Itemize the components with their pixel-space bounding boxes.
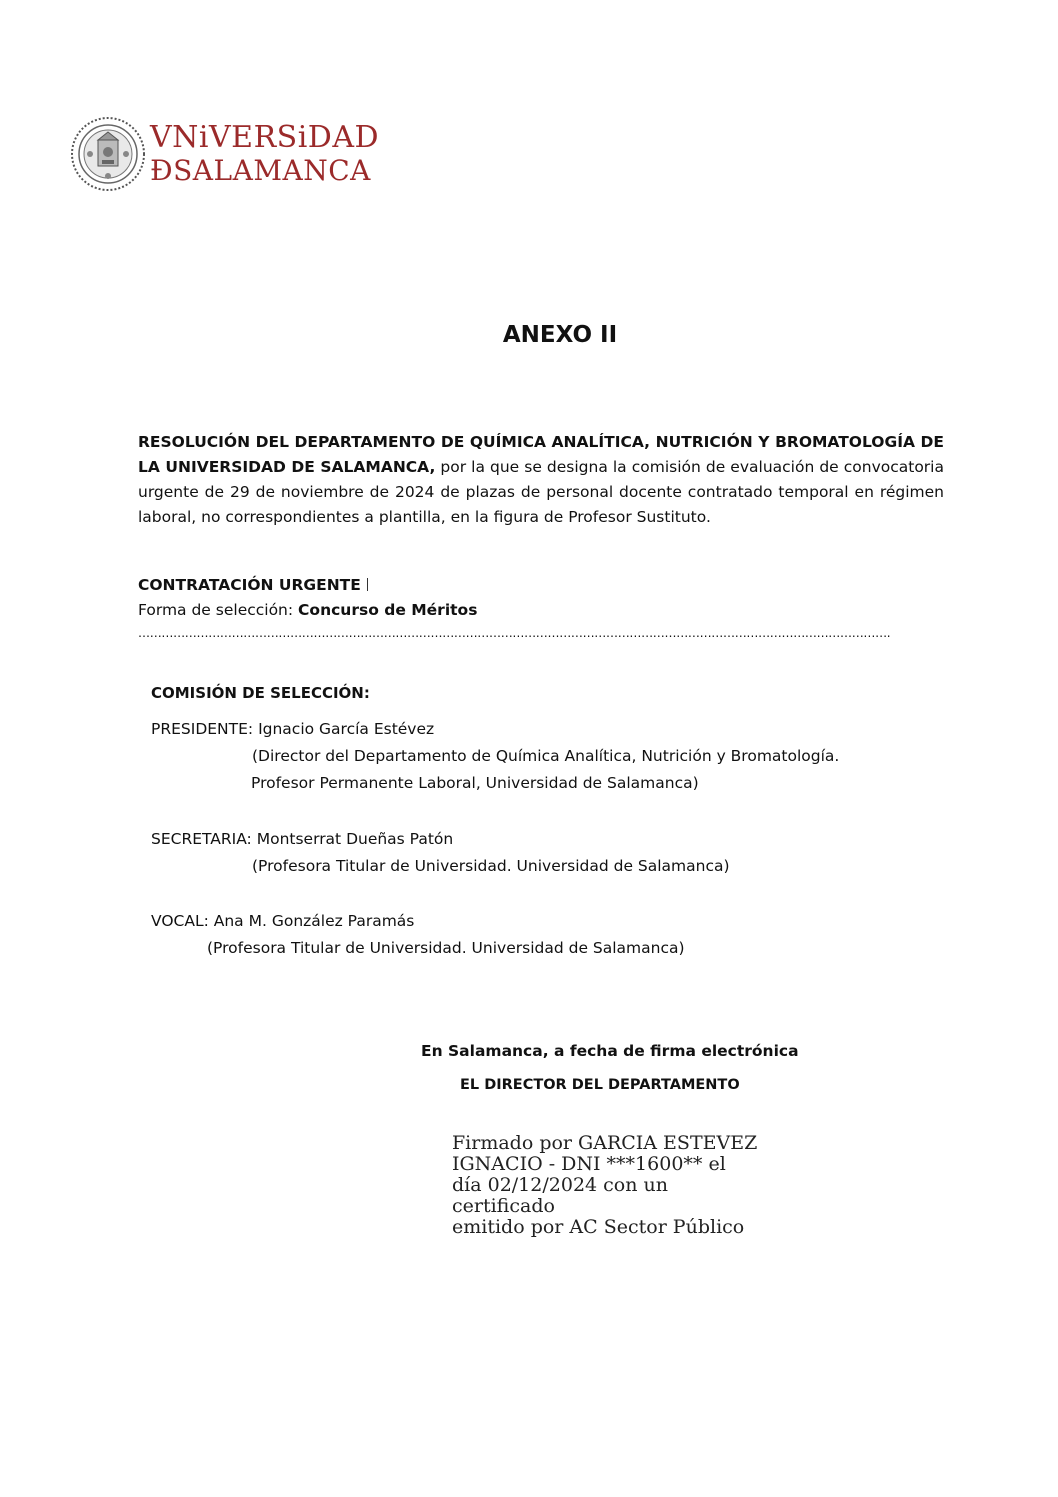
secretary-detail-1: (Profesora Titular de Universidad. Universidad de Salamanca) bbox=[252, 857, 730, 875]
university-seal-icon bbox=[70, 116, 146, 192]
selection-row bbox=[138, 598, 477, 623]
president-detail-2: Profesor Permanente Laboral, Universidad de Salamanca) bbox=[251, 774, 699, 792]
committee-secretary bbox=[151, 826, 730, 880]
resolution-paragraph bbox=[138, 430, 944, 530]
signature-line-3: día 02/12/2024 con un certificado bbox=[452, 1174, 668, 1217]
signature-line-4: emitido por AC Sector Público bbox=[452, 1216, 745, 1238]
university-logo bbox=[70, 116, 380, 196]
secretary-name: Montserrat Dueñas Patón bbox=[256, 830, 454, 848]
vocal-role: VOCAL: bbox=[151, 912, 214, 930]
resolution-text: por la que se designa la comisión de evaluación de convocatoria urgente de 29 de noviembre de 2024 de plazas de personal docente contratado temporal en régimen laboral, no correspondientes a plantilla, en la figura de Profesor Sustituto. bbox=[138, 458, 944, 526]
president-detail-1: (Director del Departamento de Química Analítica, Nutrición y Bromatología. bbox=[252, 747, 840, 765]
resolution-heading: RESOLUCIÓN DEL DEPARTAMENTO DE QUÍMICA ANALÍTICA, NUTRICIÓN Y BROMATOLOGÍA DE LA UNIVERSIDAD DE SALAMANCA, bbox=[138, 433, 944, 476]
president-row bbox=[151, 716, 839, 743]
contract-heading-row bbox=[138, 573, 477, 598]
contract-info bbox=[138, 573, 477, 623]
secretary-row bbox=[151, 826, 730, 853]
vocal-row bbox=[151, 908, 685, 935]
president-role: PRESIDENTE: bbox=[151, 720, 259, 738]
committee-title: COMISIÓN DE SELECCIÓN: bbox=[151, 684, 370, 702]
logo-text-line2: ÐSALAMANCA bbox=[150, 154, 371, 187]
selection-label: Forma de selección: bbox=[138, 601, 299, 619]
selection-value: Concurso de Méritos bbox=[298, 601, 478, 619]
electronic-signature-stamp bbox=[452, 1133, 772, 1238]
signature-line-1: Firmado por GARCIA ESTEVEZ bbox=[452, 1132, 758, 1154]
logo-text-line1: VNiVERSiDAD bbox=[150, 120, 380, 155]
contract-heading: CONTRATACIÓN URGENTE bbox=[138, 576, 361, 594]
place-and-date: En Salamanca, a fecha de firma electrónica bbox=[421, 1042, 799, 1060]
committee-president bbox=[151, 716, 839, 797]
secretary-role: SECRETARIA: bbox=[151, 830, 257, 848]
president-name: Ignacio García Estévez bbox=[258, 720, 435, 738]
committee-vocal bbox=[151, 908, 685, 962]
vocal-name: Ana M. González Paramás bbox=[213, 912, 415, 930]
signer-title: EL DIRECTOR DEL DEPARTAMENTO bbox=[460, 1077, 740, 1093]
document-title: ANEXO II bbox=[502, 322, 618, 348]
dotted-separator: …………………………………………………………………………………………………………………………………………………………………………. bbox=[138, 626, 891, 640]
signature-line-2: IGNACIO - DNI ***1600** el bbox=[452, 1153, 726, 1175]
text-cursor bbox=[367, 578, 368, 591]
vocal-detail-1: (Profesora Titular de Universidad. Universidad de Salamanca) bbox=[207, 939, 685, 957]
